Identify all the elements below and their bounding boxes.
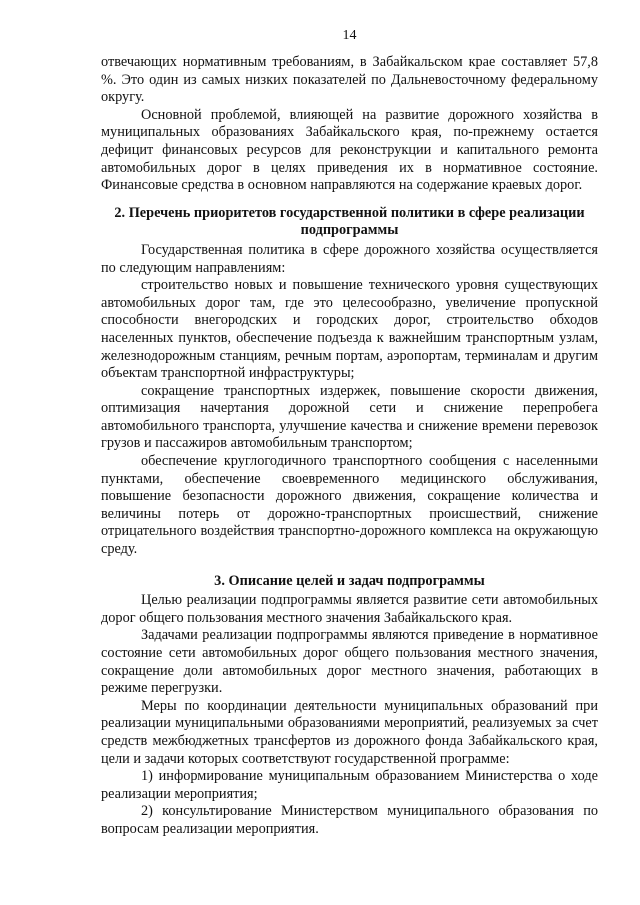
section-3-paragraph-1: Целью реализации подпрограммы является развитие сети автомобильных дорог общего пользования местного значения Забайкальского края. — [101, 592, 598, 626]
section-2-paragraph-2: строительство новых и повышение технического уровня существующих автомобильных дорог там, где это целесообразно, увеличение пропускной способности внегородских и городских дорог, строительство обходов населенных пунктов, обеспечение подъезда к важнейшим транспортным узлам, железнодорожным станциям, речным портам, аэропортам, терминалам и другим объектам транспортной инфраструктуры; — [101, 277, 598, 382]
intro-paragraph-2: Основной проблемой, влияющей на развитие дорожного хозяйства в муниципальных образованиях Забайкальского края, по-прежнему остается дефицит финансовых ресурсов для реконструкции и капитального ремонта автомобильных дорог в целях приведения их в нормативное состояние. Финансовые средства в основном направляются на содержание краевых дорог. — [101, 106, 598, 194]
section-3-paragraph-4: 1) информирование муниципальным образованием Министерства о ходе реализации мероприятия; — [101, 768, 598, 802]
section-3-paragraph-5: 2) консультирование Министерством муниципального образования по вопросам реализации мероприятия. — [101, 803, 598, 837]
section-2-paragraph-3: сокращение транспортных издержек, повышение скорости движения, оптимизация начертания дорожной сети и снижение перепробега автомобильного транспорта, улучшение качества и снижение времени перевозок грузов и пассажиров автомобильным транспортом; — [101, 382, 598, 452]
section-3-paragraph-3: Меры по координации деятельности муниципальных образований при реализации муниципальными образованиями мероприятий, реализуемых за счет средств межбюджетных трансфертов из дорожного фонда Забайкальского края, цели и задачи которых соответствуют государственной программе: — [101, 697, 598, 767]
intro-paragraph-1: отвечающих нормативным требованиям, в Забайкальском крае составляет 57,8 %. Это один из самых низких показателей по Дальневосточному федеральному округу. — [101, 54, 598, 106]
section-2-paragraph-1: Государственная политика в сфере дорожного хозяйства осуществляется по следующим направлениям: — [101, 241, 598, 276]
section-2-paragraph-4: обеспечение круглогодичного транспортного сообщения с населенными пунктами, обеспечение своевременного медицинского обслуживания, повышение безопасности дорожного движения, сокращение количества и величины потерь от дорожно-транспортных происшествий, снижение отрицательного воздействия транспортно-дорожного комплекса на окружающую среду. — [101, 453, 598, 558]
section-3-heading: 3. Описание целей и задач подпрограммы — [214, 572, 485, 589]
page-number: 14 — [342, 28, 357, 43]
section-3-paragraph-2: Задачами реализации подпрограммы являются приведение в нормативное состояние сети автомобильных дорог общего пользования местного значения, сокращение доли автомобильных дорог местного значения, работающих в режиме перегрузки. — [101, 627, 598, 697]
section-2-heading: 2. Перечень приоритетов государственной политики в сфере реализации подпрограммы — [114, 204, 585, 239]
